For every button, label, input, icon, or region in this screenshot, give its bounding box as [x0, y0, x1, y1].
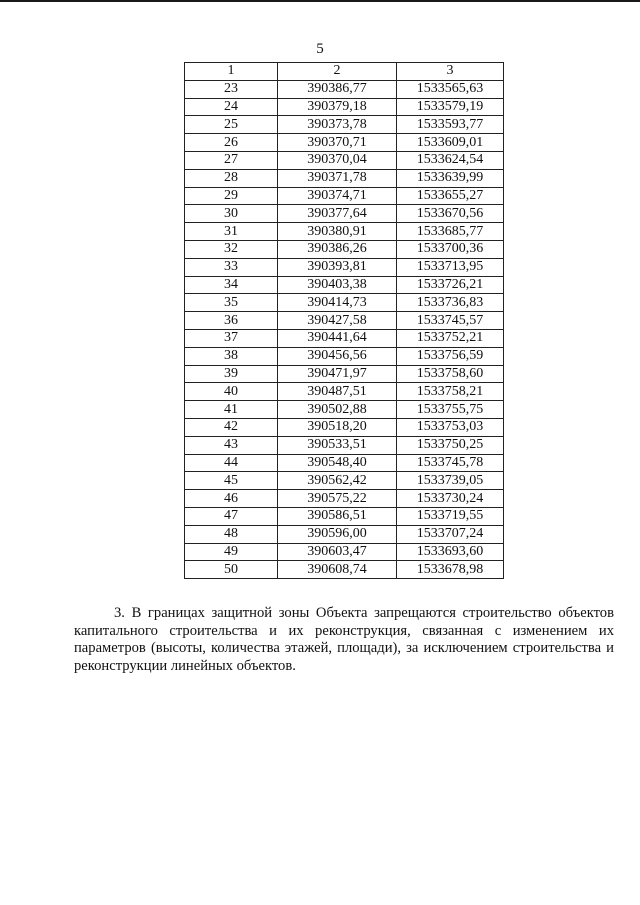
- x-coordinate-cell: 390370,71: [278, 134, 397, 152]
- point-number-cell: 32: [185, 240, 278, 258]
- table-row: [185, 418, 504, 436]
- column-header-point-number: 1: [185, 63, 278, 81]
- x-coordinate-cell: 390533,51: [278, 436, 397, 454]
- table-row: [185, 561, 504, 579]
- point-number-cell: 33: [185, 258, 278, 276]
- table-row: [185, 525, 504, 543]
- point-number-cell: 28: [185, 169, 278, 187]
- restriction-paragraph: 3. В границах защитной зоны Объекта запрещаются строительство объектов капитального строительства и их реконструкция, связанная с изменением их параметров (высоты, количества этажей, площади), за исключением строительства и реконструкции линейных объектов.: [74, 605, 614, 674]
- point-number-cell: 46: [185, 490, 278, 508]
- x-coordinate-cell: 390502,88: [278, 401, 397, 419]
- x-coordinate-cell: 390414,73: [278, 294, 397, 312]
- y-coordinate-cell: 1533726,21: [397, 276, 504, 294]
- table-row: [185, 151, 504, 169]
- point-number-cell: 26: [185, 134, 278, 152]
- y-coordinate-cell: 1533678,98: [397, 561, 504, 579]
- y-coordinate-cell: 1533753,03: [397, 418, 504, 436]
- point-number-cell: 43: [185, 436, 278, 454]
- point-number-cell: 40: [185, 383, 278, 401]
- y-coordinate-cell: 1533758,60: [397, 365, 504, 383]
- point-number-cell: 49: [185, 543, 278, 561]
- table-row: [185, 205, 504, 223]
- x-coordinate-cell: 390386,77: [278, 80, 397, 98]
- y-coordinate-cell: 1533707,24: [397, 525, 504, 543]
- y-coordinate-cell: 1533713,95: [397, 258, 504, 276]
- x-coordinate-cell: 390373,78: [278, 116, 397, 134]
- x-coordinate-cell: 390380,91: [278, 223, 397, 241]
- table-row: [185, 383, 504, 401]
- y-coordinate-cell: 1533700,36: [397, 240, 504, 258]
- y-coordinate-cell: 1533624,54: [397, 151, 504, 169]
- y-coordinate-cell: 1533736,83: [397, 294, 504, 312]
- y-coordinate-cell: 1533655,27: [397, 187, 504, 205]
- x-coordinate-cell: 390371,78: [278, 169, 397, 187]
- table-row: [185, 276, 504, 294]
- point-number-cell: 36: [185, 312, 278, 330]
- table-row: [185, 98, 504, 116]
- x-coordinate-cell: 390608,74: [278, 561, 397, 579]
- point-number-cell: 47: [185, 507, 278, 525]
- table-row: [185, 312, 504, 330]
- x-coordinate-cell: 390379,18: [278, 98, 397, 116]
- table-row: [185, 116, 504, 134]
- y-coordinate-cell: 1533750,25: [397, 436, 504, 454]
- y-coordinate-cell: 1533758,21: [397, 383, 504, 401]
- x-coordinate-cell: 390487,51: [278, 383, 397, 401]
- x-coordinate-cell: 390471,97: [278, 365, 397, 383]
- y-coordinate-cell: 1533639,99: [397, 169, 504, 187]
- point-number-cell: 34: [185, 276, 278, 294]
- y-coordinate-cell: 1533745,78: [397, 454, 504, 472]
- x-coordinate-cell: 390441,64: [278, 329, 397, 347]
- x-coordinate-cell: 390427,58: [278, 312, 397, 330]
- point-number-cell: 37: [185, 329, 278, 347]
- table-header-row: [185, 63, 504, 81]
- point-number-cell: 42: [185, 418, 278, 436]
- table-row: [185, 80, 504, 98]
- point-number-cell: 39: [185, 365, 278, 383]
- y-coordinate-cell: 1533685,77: [397, 223, 504, 241]
- table-row: [185, 472, 504, 490]
- table-row: [185, 187, 504, 205]
- x-coordinate-cell: 390603,47: [278, 543, 397, 561]
- table-row: [185, 543, 504, 561]
- table-row: [185, 347, 504, 365]
- y-coordinate-cell: 1533579,19: [397, 98, 504, 116]
- x-coordinate-cell: 390596,00: [278, 525, 397, 543]
- table-body: [185, 80, 504, 578]
- y-coordinate-cell: 1533670,56: [397, 205, 504, 223]
- table-row: [185, 454, 504, 472]
- table-row: [185, 223, 504, 241]
- point-number-cell: 41: [185, 401, 278, 419]
- point-number-cell: 48: [185, 525, 278, 543]
- point-number-cell: 29: [185, 187, 278, 205]
- y-coordinate-cell: 1533593,77: [397, 116, 504, 134]
- point-number-cell: 30: [185, 205, 278, 223]
- page-number: 5: [316, 41, 324, 57]
- table-row: [185, 401, 504, 419]
- point-number-cell: 35: [185, 294, 278, 312]
- x-coordinate-cell: 390562,42: [278, 472, 397, 490]
- y-coordinate-cell: 1533755,75: [397, 401, 504, 419]
- y-coordinate-cell: 1533609,01: [397, 134, 504, 152]
- y-coordinate-cell: 1533719,55: [397, 507, 504, 525]
- x-coordinate-cell: 390374,71: [278, 187, 397, 205]
- point-number-cell: 24: [185, 98, 278, 116]
- point-number-cell: 45: [185, 472, 278, 490]
- x-coordinate-cell: 390456,56: [278, 347, 397, 365]
- point-number-cell: 25: [185, 116, 278, 134]
- x-coordinate-cell: 390393,81: [278, 258, 397, 276]
- x-coordinate-cell: 390377,64: [278, 205, 397, 223]
- x-coordinate-cell: 390548,40: [278, 454, 397, 472]
- x-coordinate-cell: 390370,04: [278, 151, 397, 169]
- y-coordinate-cell: 1533756,59: [397, 347, 504, 365]
- column-header-x-coordinate: 2: [278, 63, 397, 81]
- point-number-cell: 27: [185, 151, 278, 169]
- table-row: [185, 240, 504, 258]
- x-coordinate-cell: 390518,20: [278, 418, 397, 436]
- table-row: [185, 507, 504, 525]
- y-coordinate-cell: 1533565,63: [397, 80, 504, 98]
- table-row: [185, 329, 504, 347]
- point-number-cell: 31: [185, 223, 278, 241]
- page-top-edge: [0, 0, 640, 2]
- x-coordinate-cell: 390586,51: [278, 507, 397, 525]
- table-row: [185, 258, 504, 276]
- table-row: [185, 134, 504, 152]
- point-number-cell: 23: [185, 80, 278, 98]
- table-row: [185, 436, 504, 454]
- table-row: [185, 169, 504, 187]
- point-number-cell: 44: [185, 454, 278, 472]
- y-coordinate-cell: 1533752,21: [397, 329, 504, 347]
- point-number-cell: 50: [185, 561, 278, 579]
- y-coordinate-cell: 1533693,60: [397, 543, 504, 561]
- table-row: [185, 294, 504, 312]
- column-header-y-coordinate: 3: [397, 63, 504, 81]
- table-row: [185, 365, 504, 383]
- x-coordinate-cell: 390386,26: [278, 240, 397, 258]
- y-coordinate-cell: 1533745,57: [397, 312, 504, 330]
- x-coordinate-cell: 390575,22: [278, 490, 397, 508]
- coordinates-table: [184, 62, 504, 579]
- point-number-cell: 38: [185, 347, 278, 365]
- y-coordinate-cell: 1533730,24: [397, 490, 504, 508]
- x-coordinate-cell: 390403,38: [278, 276, 397, 294]
- y-coordinate-cell: 1533739,05: [397, 472, 504, 490]
- table-row: [185, 490, 504, 508]
